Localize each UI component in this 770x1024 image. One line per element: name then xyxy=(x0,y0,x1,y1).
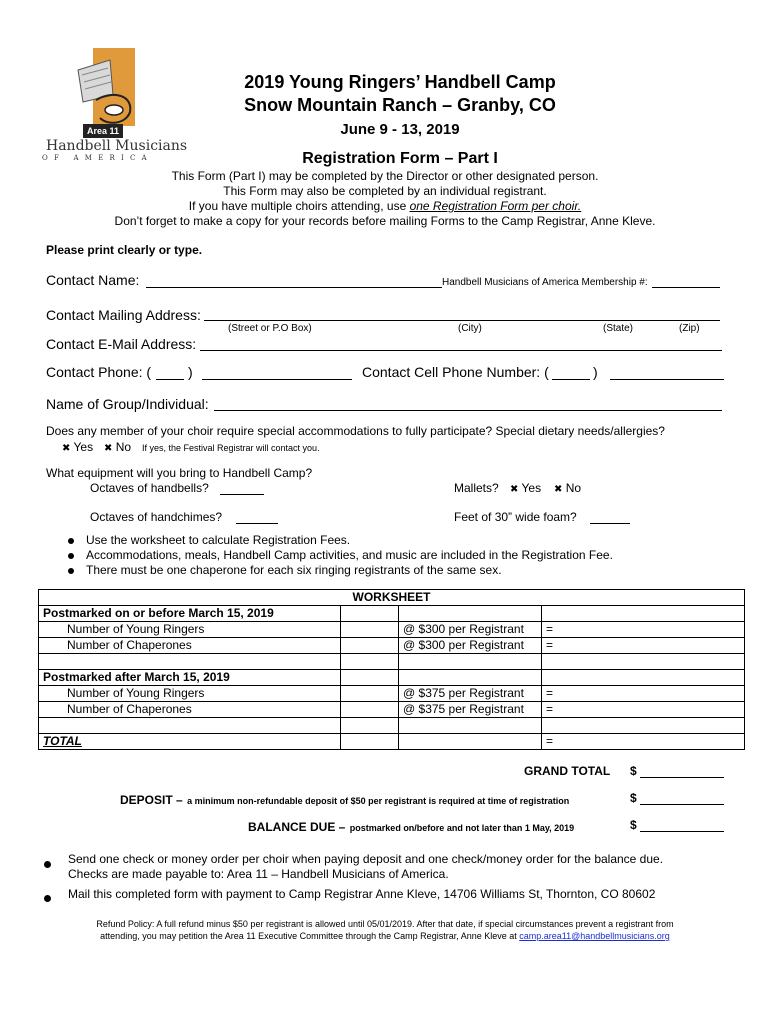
checkbox-x-icon: ✖ xyxy=(62,443,71,454)
worksheet-total-value[interactable]: = xyxy=(542,734,745,750)
yes-label: Yes xyxy=(521,481,542,495)
blank-cell xyxy=(341,718,399,734)
payment-bullet-2-icon xyxy=(44,890,51,908)
phone-area-code-field[interactable] xyxy=(156,379,184,380)
area-badge: Area 11 xyxy=(86,126,120,136)
octaves-handbells-field[interactable] xyxy=(220,494,264,495)
mallets-no[interactable] xyxy=(554,481,581,495)
deposit-note: a minimum non-refundable deposit of $50 per registrant is required at time of registration xyxy=(187,796,570,806)
bullet-icon xyxy=(44,895,51,902)
worksheet-table xyxy=(38,589,745,750)
form-title: Registration Form – Part I xyxy=(302,150,498,167)
info-bullet-text: Accommodations, meals, Handbell Camp activities, and music are included in the Registration Fee. xyxy=(86,548,613,562)
one-form-per-choir: one Registration Form per choir. xyxy=(409,199,582,213)
blank-cell xyxy=(399,670,542,686)
refund-policy-line-1: Refund Policy: A full refund minus $50 per registrant is allowed until 05/01/2019. After that date, if special circumstances prevent a registrant from xyxy=(96,919,674,929)
org-subtitle: O F A M E R I C A xyxy=(42,154,149,162)
late-rate: @ $375 per Registrant xyxy=(399,702,542,718)
membership-number-field[interactable] xyxy=(652,287,720,288)
equipment-question: What equipment will you bring to Handbell Camp? xyxy=(46,466,313,480)
blank-cell xyxy=(542,718,745,734)
accommodations-no[interactable] xyxy=(104,440,131,454)
mallets-label: Mallets? xyxy=(454,481,499,495)
payment-bullet-1-line-1: Send one check or money order per choir when paying deposit and one check/money order for the balance due. xyxy=(68,852,664,866)
dollar-sign: $ xyxy=(630,791,637,805)
camp-dates: June 9 - 13, 2019 xyxy=(340,121,460,138)
contact-name-field[interactable] xyxy=(146,287,442,288)
city-caption: (City) xyxy=(458,323,482,334)
total-row xyxy=(39,734,745,750)
bullet-icon xyxy=(44,861,51,868)
octaves-handchimes-label: Octaves of handchimes? xyxy=(90,510,223,524)
deposit-row xyxy=(120,791,569,809)
dollar-sign: $ xyxy=(630,764,637,778)
late-young-ringers-count[interactable] xyxy=(341,686,399,702)
bullet-icon xyxy=(68,568,74,574)
early-chaperones-count[interactable] xyxy=(341,638,399,654)
accommodations-yes[interactable] xyxy=(62,440,93,454)
blank-cell xyxy=(542,670,745,686)
table-row xyxy=(39,638,745,654)
print-notice: Please print clearly or type. xyxy=(46,243,203,257)
table-row xyxy=(39,686,745,702)
early-young-ringers-count[interactable] xyxy=(341,622,399,638)
registrar-email-link[interactable]: camp.area11@handbellmusicians.org xyxy=(519,931,670,941)
checkbox-x-icon: ✖ xyxy=(510,484,519,495)
payment-bullet-1-icon xyxy=(44,856,51,874)
cell-number-field[interactable] xyxy=(610,379,724,380)
cell-area-code-field[interactable] xyxy=(552,379,590,380)
intro-line-3-prefix: If you have multiple choirs attending, use xyxy=(188,199,410,213)
worksheet-title-row xyxy=(39,590,745,606)
no-label: No xyxy=(565,481,582,495)
blank-cell xyxy=(399,734,542,750)
mallets-yes[interactable] xyxy=(510,481,541,495)
refund-policy-line-2 xyxy=(0,931,770,941)
balance-due-field[interactable] xyxy=(640,831,724,832)
group-name-label: Name of Group/Individual: xyxy=(46,396,209,412)
yes-label: Yes xyxy=(73,440,94,454)
payment-bullet-1-line-2: Checks are made payable to: Area 11 – Handbell Musicians of America. xyxy=(68,867,449,881)
cell-phone-label: Contact Cell Phone Number: ( xyxy=(362,364,549,380)
table-row xyxy=(39,718,745,734)
late-chaperones-label: Number of Chaperones xyxy=(39,702,341,718)
blank-cell xyxy=(341,606,399,622)
deposit-label: DEPOSIT – xyxy=(120,793,183,807)
blank-cell xyxy=(542,606,745,622)
grand-total-field[interactable] xyxy=(640,777,724,778)
intro-line-1: This Form (Part I) may be completed by the Director or other designated person. xyxy=(171,169,599,183)
contact-name-label: Contact Name: xyxy=(46,272,140,288)
mailing-address-label: Contact Mailing Address: xyxy=(46,307,201,323)
late-young-ringers-label: Number of Young Ringers xyxy=(39,686,341,702)
blank-cell xyxy=(341,654,399,670)
blank-cell xyxy=(399,606,542,622)
payment-bullet-2: Mail this completed form with payment to Camp Registrar Anne Kleve, 14706 Williams St, Thornton, CO 80602 xyxy=(68,887,656,901)
blank-cell xyxy=(399,718,542,734)
octaves-handchimes-field[interactable] xyxy=(236,523,278,524)
page-title: 2019 Young Ringers’ Handbell Camp xyxy=(244,72,556,92)
page-subtitle: Snow Mountain Ranch – Granby, CO xyxy=(244,95,556,115)
email-label: Contact E-Mail Address: xyxy=(46,336,197,352)
early-chaperones-total[interactable]: = xyxy=(542,638,745,654)
blank-cell xyxy=(341,734,399,750)
table-row xyxy=(39,702,745,718)
phone-number-field[interactable] xyxy=(202,379,352,380)
membership-label: Handbell Musicians of America Membership #: xyxy=(442,277,648,288)
balance-note: postmarked on/before and not later than 1 May, 2019 xyxy=(349,823,575,833)
late-young-ringers-total[interactable]: = xyxy=(542,686,745,702)
bullet-icon xyxy=(68,553,74,559)
late-header: Postmarked after March 15, 2019 xyxy=(39,670,341,686)
email-field[interactable] xyxy=(200,350,722,351)
late-chaperones-count[interactable] xyxy=(341,702,399,718)
cell-paren: ) xyxy=(593,364,598,380)
mailing-address-field[interactable] xyxy=(204,320,720,321)
balance-row xyxy=(248,818,574,836)
blank-cell xyxy=(542,654,745,670)
table-row xyxy=(39,622,745,638)
street-caption: (Street or P.O Box) xyxy=(228,323,312,334)
octaves-handbells-label: Octaves of handbells? xyxy=(90,481,209,495)
late-chaperones-total[interactable]: = xyxy=(542,702,745,718)
checkbox-x-icon: ✖ xyxy=(104,443,113,454)
no-label: No xyxy=(115,440,132,454)
bullet-icon xyxy=(68,538,74,544)
blank-cell xyxy=(39,718,341,734)
phone-paren: ) xyxy=(188,364,193,380)
dollar-sign: $ xyxy=(630,818,637,832)
intro-line-3 xyxy=(0,199,770,213)
group-name-field[interactable] xyxy=(214,410,722,411)
table-row xyxy=(39,606,745,622)
early-rate: @ $300 per Registrant xyxy=(399,638,542,654)
accommodations-question: Does any member of your choir require special accommodations to fully participate? Special dietary needs/allergies? xyxy=(46,424,665,438)
early-rate: @ $300 per Registrant xyxy=(399,622,542,638)
accommodations-note: If yes, the Festival Registrar will contact you. xyxy=(142,443,320,453)
intro-line-2: This Form may also be completed by an individual registrant. xyxy=(223,184,547,198)
table-row xyxy=(39,670,745,686)
org-name: Handbell Musicians xyxy=(46,138,188,154)
late-rate: @ $375 per Registrant xyxy=(399,686,542,702)
info-bullet-text: Use the worksheet to calculate Registration Fees. xyxy=(86,533,351,547)
worksheet-title: WORKSHEET xyxy=(39,590,745,606)
deposit-field[interactable] xyxy=(640,804,724,805)
early-chaperones-label: Number of Chaperones xyxy=(39,638,341,654)
intro-line-4: Don’t forget to make a copy for your records before mailing Forms to the Camp Registrar, Anne Kleve. xyxy=(114,214,656,228)
total-label: TOTAL xyxy=(39,734,341,750)
info-bullet-2 xyxy=(68,548,613,562)
phone-label: Contact Phone: ( xyxy=(46,364,152,380)
info-bullet-text: There must be one chaperone for each six ringing registrants of the same sex. xyxy=(86,563,502,577)
grand-total-label: GRAND TOTAL xyxy=(524,764,611,778)
info-bullet-1 xyxy=(68,533,350,547)
zip-caption: (Zip) xyxy=(679,323,700,334)
state-caption: (State) xyxy=(603,323,634,334)
balance-label: BALANCE DUE – xyxy=(248,820,346,834)
early-header: Postmarked on or before March 15, 2019 xyxy=(39,606,341,622)
refund-policy-text: attending, you may petition the Area 11 Executive Committee through the Camp Registrar, Anne Kleve at xyxy=(100,931,520,941)
foam-field[interactable] xyxy=(590,523,630,524)
foam-label: Feet of 30” wide foam? xyxy=(454,510,577,524)
checkbox-x-icon: ✖ xyxy=(554,484,563,495)
early-young-ringers-label: Number of Young Ringers xyxy=(39,622,341,638)
blank-cell xyxy=(399,654,542,670)
blank-cell xyxy=(39,654,341,670)
blank-cell xyxy=(341,670,399,686)
table-row xyxy=(39,654,745,670)
early-young-ringers-total[interactable]: = xyxy=(542,622,745,638)
info-bullet-3 xyxy=(68,563,502,577)
